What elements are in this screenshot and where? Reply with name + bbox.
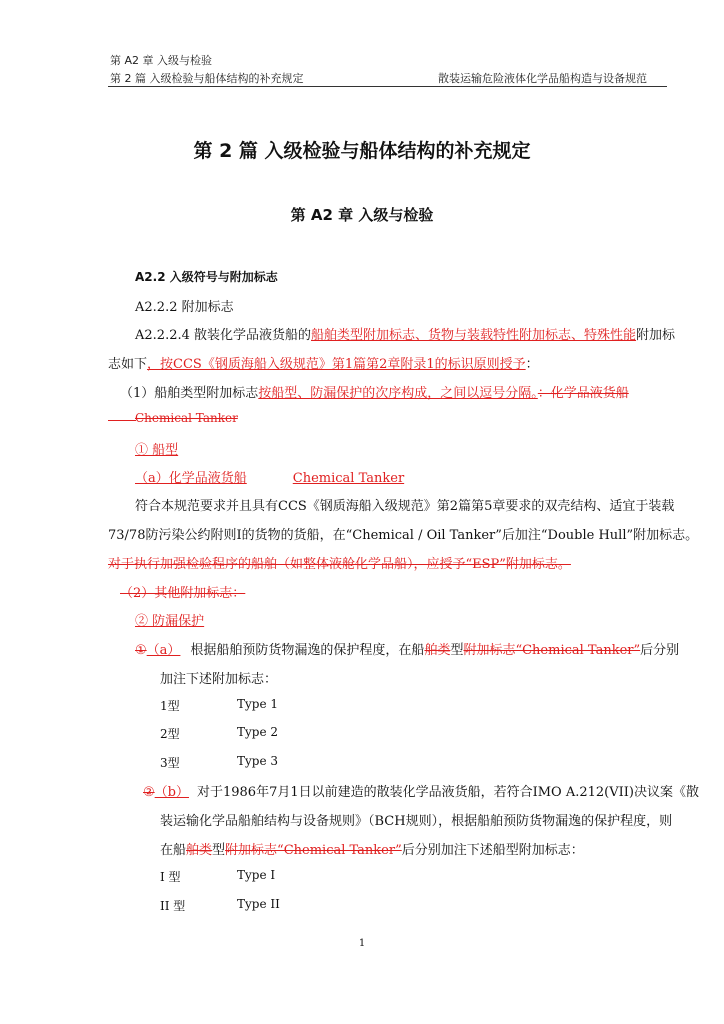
sub-b-line3-c: 后分别加注下述船型附加标志： (401, 843, 584, 858)
item-a-chemical-tanker (135, 467, 404, 486)
type-en: Type 1 (237, 697, 279, 711)
para2-line1: 符合本规范要求并且具有CCS《钢质海船入级规范》第2篇第5章要求的双壳结构、适宜于装载 (135, 499, 675, 514)
sub-b-text1: 对于1986年7月1日以前建造的散装化学品液货船，若符合IMO A.212(VII)决议案《散 (196, 785, 699, 800)
type-cn: II 型 (160, 899, 186, 913)
item-a-en: Chemical Tanker (292, 471, 405, 486)
deleted-marker: ① (135, 643, 147, 658)
subsection-heading: A2.2.2 附加标志 (135, 300, 234, 315)
para-line2-lead: 志如下 (108, 357, 148, 372)
deleted-text: 附加标志“Chemical Tanker” (463, 643, 641, 658)
type-cn: 3型 (160, 756, 180, 770)
sub-a-line2: 加注下述附加标志： (160, 672, 278, 687)
inserted-text: 船舶类型附加标志、货物与装载特性附加标志、特殊性能 (311, 328, 637, 343)
section-heading: A2.2 入级符号与附加标志 (135, 270, 278, 284)
sub-a-text1: 根据船舶预防货物漏逸的保护程度，在船 (190, 643, 425, 658)
type-cn: 1型 (160, 699, 180, 713)
inserted-marker: （a） (146, 643, 181, 658)
running-header-book: 散装运输危险液体化学品船构造与设备规范 (438, 72, 647, 85)
item-2-deleted: （2）其他附加标志： (120, 586, 246, 601)
inserted-text: ，按CCS《钢质海船入级规范》第1篇第2章附录1的标识原则授予 (147, 357, 526, 372)
running-header-part: 第 2 篇 入级检验与船体结构的补充规定 (110, 72, 304, 85)
para-lead: A2.2.2.4 散装化学品液货船的 (135, 328, 312, 343)
sub-b-line3 (160, 839, 584, 858)
paragraph-a2-2-2-4-line1 (135, 324, 675, 343)
type-en: Type I (237, 868, 276, 882)
para-end: ： (525, 357, 539, 372)
sub-a-line1 (135, 639, 679, 658)
deleted-line-mark (108, 420, 136, 421)
inserted-text: 按船型、防漏保护的次序构成，之间以逗号分隔。 (258, 386, 538, 401)
sub-a-text2: 型 (450, 643, 464, 658)
sub-a-text3: 后分别 (640, 643, 680, 658)
type-en: Type 3 (237, 754, 279, 768)
type-cn: 2型 (160, 727, 180, 741)
para2-line2: 73/78防污染公约附则I的货物的货船，在“Chemical / Oil Tanker”后加注“Double Hull”附加标志。 (108, 528, 699, 543)
deleted-text-chemical-tanker: Chemical Tanker (135, 411, 238, 425)
type-en: Type 2 (237, 725, 279, 739)
circle-1-ship-type: ① 船型 (135, 443, 179, 458)
sub-b-line3-a: 在船 (160, 843, 187, 858)
circle-2-leak-protection: ② 防漏保护 (135, 614, 205, 629)
page-number: 1 (358, 938, 366, 949)
deleted-text: 附加标志“Chemical Tanker” (225, 843, 402, 858)
sub-b-line3-b: 型 (212, 843, 226, 858)
type-en: Type II (237, 897, 280, 911)
deleted-marker: ② (143, 785, 155, 800)
paragraph-a2-2-2-4-line2 (108, 353, 539, 372)
item-a-label: （a）化学品液货船 (135, 471, 247, 486)
item-1-line (120, 382, 629, 401)
para-mid: 附加标 (636, 328, 676, 343)
running-header-chapter: 第 A2 章 入级与检验 (110, 54, 213, 67)
deleted-text: 舶类 (424, 643, 451, 658)
deleted-text: ：化学品液货船 (537, 386, 629, 401)
chapter-title: 第 A2 章 入级与检验 (290, 206, 434, 224)
sub-b-line1 (143, 781, 699, 800)
para2-deleted: 对于执行加强检验程序的船舶（如整体液舱化学品船），应授予“ESP”附加标志。 (108, 557, 571, 572)
type-cn: I 型 (160, 870, 181, 884)
inserted-marker: （b） (154, 785, 189, 800)
part-title: 第 2 篇 入级检验与船体结构的补充规定 (193, 140, 531, 162)
item-1-lead: （1）船舶类型附加标志 (120, 386, 259, 401)
header-rule (108, 86, 667, 87)
deleted-text: 舶类 (186, 843, 213, 858)
sub-b-line2: 装运输化学品船舶结构与设备规则》（BCH规则），根据船舶预防货物漏逸的保护程度，则 (160, 814, 673, 829)
